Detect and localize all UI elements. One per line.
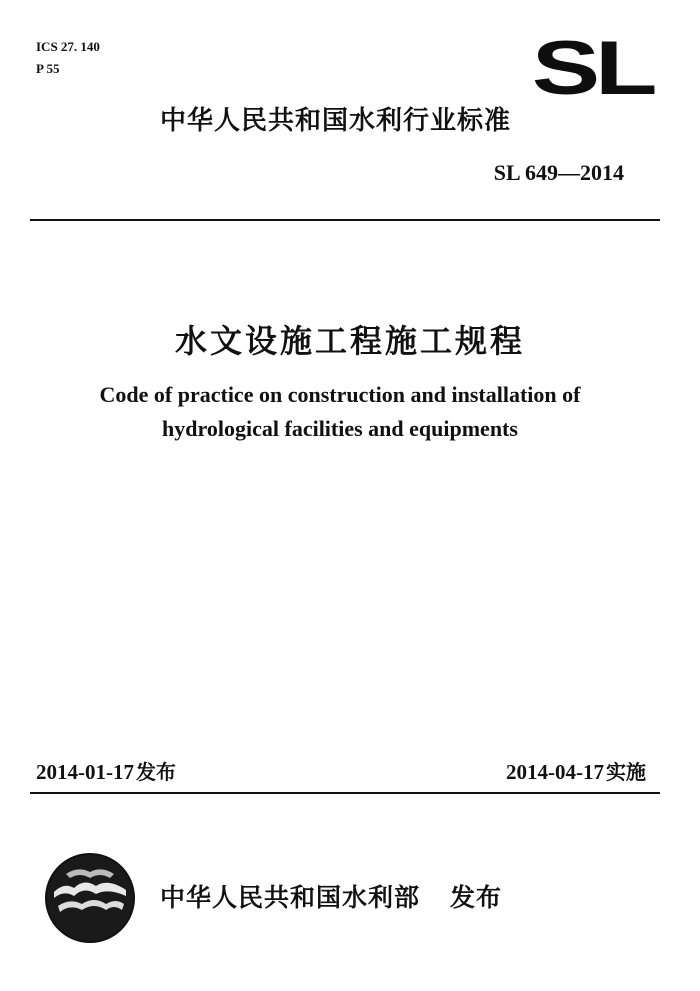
publisher-name: 中华人民共和国水利部: [160, 883, 421, 912]
title-english: [0, 378, 680, 446]
issue-date: [36, 756, 176, 785]
implementation-date-label: 实施: [606, 760, 646, 784]
title-english-line-1: Code of practice on construction and installation of: [99, 382, 581, 407]
ministry-emblem-icon: [44, 852, 136, 944]
title-english-line-2: hydrological facilities and equipments: [162, 416, 518, 441]
publisher-verb: 发布: [450, 883, 503, 912]
issue-date-label: 发布: [136, 760, 176, 784]
implementation-date: [506, 756, 646, 785]
bottom-divider: [30, 792, 660, 794]
ics-code: ICS 27. 140: [36, 39, 100, 54]
title-chinese: 水文设施工程施工规程: [174, 322, 525, 360]
classification-code: P 55: [36, 61, 60, 76]
standard-number: SL 649—2014: [493, 160, 624, 185]
classification-block: [36, 36, 100, 80]
top-divider: [30, 219, 660, 221]
implementation-date-value: 2014-04-17: [506, 760, 604, 784]
publisher: [160, 878, 502, 914]
issue-date-value: 2014-01-17: [36, 760, 134, 784]
sl-logo: SL: [531, 26, 652, 111]
industry-standard-heading: 中华人民共和国水利行业标准: [160, 106, 512, 136]
